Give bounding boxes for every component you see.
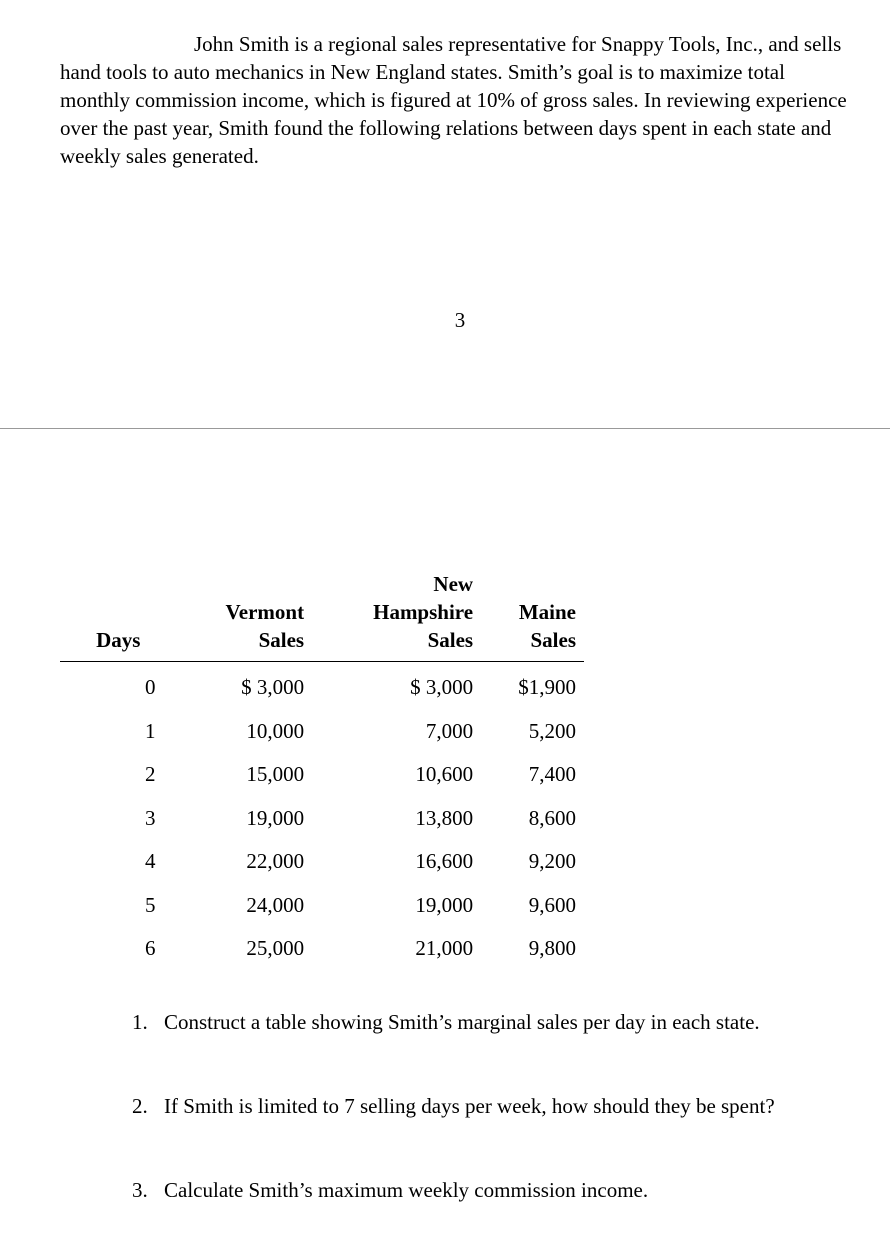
cell-vermont: 25,000	[246, 936, 305, 961]
page-divider	[0, 428, 890, 429]
header-maine-line-2: Sales	[530, 628, 576, 652]
question-item	[132, 1008, 775, 1092]
header-vermont-sales	[177, 570, 312, 662]
question-number: 1.	[132, 1010, 148, 1034]
cell-days: 4	[145, 849, 156, 874]
cell-days: 5	[145, 892, 156, 917]
cell-maine: 8,600	[528, 805, 576, 830]
table-row	[60, 840, 584, 884]
cell-days: 0	[145, 675, 156, 700]
table-row	[60, 927, 584, 971]
question-number: 2.	[132, 1094, 148, 1118]
cell-maine: 9,200	[528, 849, 576, 874]
question-item	[132, 1092, 775, 1176]
cell-vermont: 22,000	[246, 849, 305, 874]
table-row	[60, 753, 584, 797]
cell-vermont: 10,000	[246, 718, 305, 743]
sales-table	[60, 570, 584, 971]
cell-days: 6	[145, 936, 156, 961]
header-new-hampshire-sales	[312, 570, 481, 662]
cell-days: 3	[145, 805, 156, 830]
cell-new-hampshire: 16,600	[415, 849, 474, 874]
cell-maine: $1,900	[518, 675, 576, 700]
table-header-row	[60, 570, 584, 662]
cell-vermont: $ 3,000	[241, 675, 305, 700]
header-maine-sales	[481, 570, 584, 662]
question-list	[132, 1008, 775, 1260]
table-row	[60, 797, 584, 841]
table-row	[60, 884, 584, 928]
question-text: Construct a table showing Smith’s marginal sales per day in each state.	[164, 1010, 760, 1034]
header-vermont-line-1: Vermont	[225, 600, 305, 624]
cell-new-hampshire: 7,000	[425, 718, 474, 743]
cell-new-hampshire: 10,600	[415, 762, 474, 787]
cell-days: 2	[145, 762, 156, 787]
cell-new-hampshire: 13,800	[415, 805, 474, 830]
header-nh-line-1: New	[433, 572, 474, 596]
header-vermont-line-2: Sales	[258, 628, 305, 652]
table-row	[60, 710, 584, 754]
cell-new-hampshire: 21,000	[415, 936, 474, 961]
question-number: 3.	[132, 1178, 148, 1202]
header-nh-line-2: Hampshire	[373, 600, 474, 624]
cell-maine: 9,800	[528, 936, 576, 961]
cell-vermont: 15,000	[246, 762, 305, 787]
cell-vermont: 24,000	[246, 892, 305, 917]
question-text: If Smith is limited to 7 selling days per week, how should they be spent?	[164, 1094, 775, 1118]
header-days	[60, 570, 177, 662]
cell-new-hampshire: 19,000	[415, 892, 474, 917]
intro-paragraph: John Smith is a regional sales representative for Snappy Tools, Inc., and sells hand tools to auto mechanics in New England states. Smith’s goal is to maximize total monthly commission income, which is figured at 10% of gross sales. In reviewing experience over the past year, Smith found the following relations between days spent in each state and weekly sales generated.	[60, 32, 847, 168]
cell-maine: 9,600	[528, 892, 576, 917]
cell-new-hampshire: $ 3,000	[410, 675, 474, 700]
cell-days: 1	[145, 718, 156, 743]
page-number: 3	[454, 308, 466, 332]
cell-vermont: 19,000	[246, 805, 305, 830]
question-text: Calculate Smith’s maximum weekly commission income.	[164, 1178, 649, 1202]
cell-maine: 5,200	[528, 718, 576, 743]
question-item	[132, 1176, 775, 1260]
header-nh-line-3: Sales	[427, 628, 474, 652]
cell-maine: 7,400	[528, 762, 576, 787]
table-row	[60, 662, 584, 710]
header-days-label: Days	[96, 628, 141, 652]
header-maine-line-1: Maine	[518, 600, 576, 624]
